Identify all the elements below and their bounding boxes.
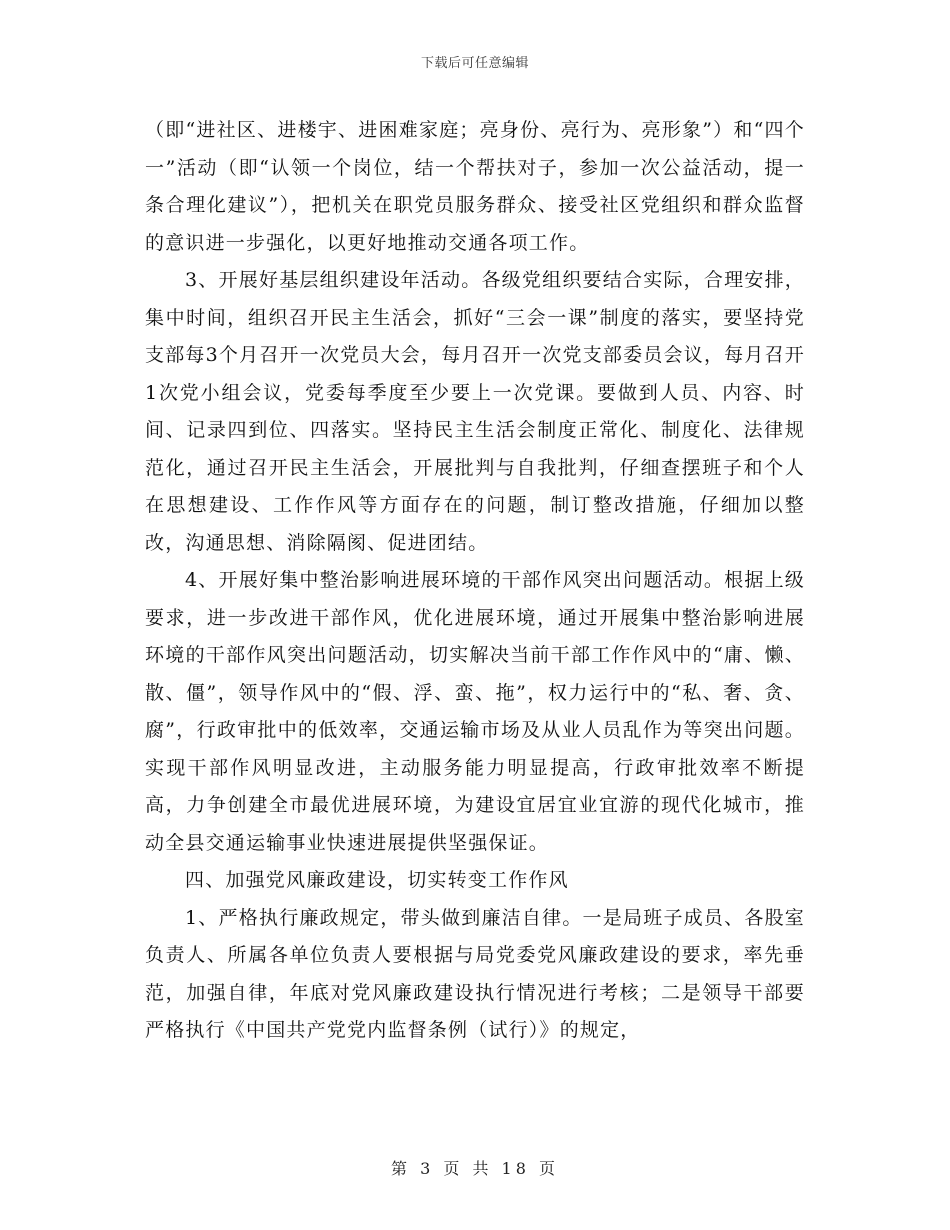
- paragraph-4: 1、严格执行廉政规定，带头做到廉洁自律。一是局班子成员、各股室负责人、所属各单位负责人要根据与局党委党风廉政建设的要求，率先垂范，加强自律，年底对党风廉政建设执行情况进行考核；二是领导干部要严格执行《中国共产党党内监督条例（试行）》的规定，: [145, 906, 805, 1041]
- page-footer: 第 3 页 共 18 页: [391, 1159, 559, 1178]
- paragraph-2: 3、开展好基层组织建设年活动。各级党组织要结合实际，合理安排，集中时间，组织召开民主生活会，抓好“三会一课”制度的落实，要坚持党支部每3个月召开一次党员大会，每月召开一次党支部委员会议，每月召开1次党小组会议，党委每季度至少要上一次党课。要做到人员、内容、时间、记录四到位、四落实。坚持民主生活会制度正常化、制度化、法律规范化，通过召开民主生活会，开展批判与自我批判，仔细查摆班子和个人在思想建设、工作作风等方面存在的问题，制订整改措施，仔细加以整改，沟通思想、消除隔阂、促进团结。: [145, 269, 805, 554]
- page-header: 下载后可任意编辑: [420, 56, 529, 71]
- section-heading: 四、加强党风廉政建设，切实转变工作作风: [185, 869, 569, 891]
- paragraph-1: （即“进社区、进楼宇、进困难家庭；亮身份、亮行为、亮形象”）和“四个一”活动（即“认领一个岗位，结一个帮扶对子，参加一次公益活动，提一条合理化建议”），把机关在职党员服务群众、接受社区党组织和群众监督的意识进一步强化，以更好地推动交通各项工作。: [145, 119, 805, 254]
- paragraph-3: 4、开展好集中整治影响进展环境的干部作风突出问题活动。根据上级要求，进一步改进干部作风，优化进展环境，通过开展集中整治影响进展环境的干部作风突出问题活动，切实解决当前干部工作作风中的“庸、懒、散、僵”，领导作风中的“假、浮、蛮、拖”，权力运行中的“私、奢、贪、腐”，行政审批中的低效率，交通运输市场及从业人员乱作为等突出问题。实现干部作风明显改进，主动服务能力明显提高，行政审批效率不断提高，力争创建全市最优进展环境，为建设宜居宜业宜游的现代化城市，推动全县交通运输事业快速进展提供坚强保证。: [145, 569, 805, 854]
- document-body: [145, 112, 805, 1050]
